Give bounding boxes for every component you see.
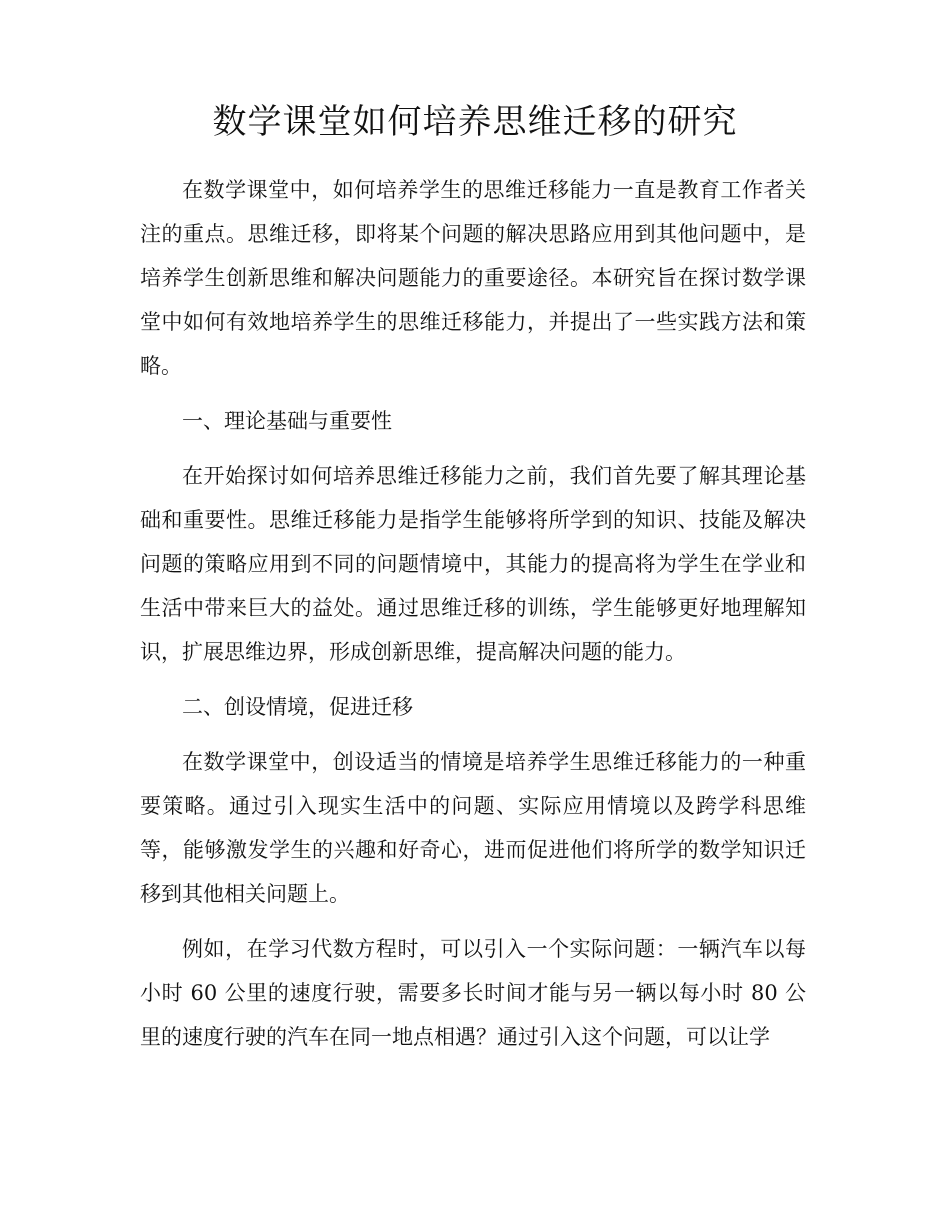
section-heading-context: 二、创设情境，促进迁移 (182, 695, 413, 719)
example-paragraph: 例如，在学习代数方程时，可以引入一个实际问题：一辆汽车以每小时 60 公里的速度行驶，需要多长时间才能与另一辆以每小时 80 公里的速度行驶的汽车在同一地点相遇？通过引入这个问题，可以让学 (140, 937, 806, 1049)
theory-paragraph: 在开始探讨如何培养思维迁移能力之前，我们首先要了解其理论基础和重要性。思维迁移能力是指学生能够将所学到的知识、技能及解决问题的策略应用到不同的问题情境中，其能力的提高将为学生在学业和生活中带来巨大的益处。通过思维迁移的训练，学生能够更好地理解知识，扩展思维边界，形成创新思维，提高解决问题的能力。 (140, 464, 806, 664)
context-paragraph: 在数学课堂中，创设适当的情境是培养学生思维迁移能力的一种重要策略。通过引入现实生活中的问题、实际应用情境以及跨学科思维等，能够激发学生的兴趣和好奇心，进而促进他们将所学的数学知识迁移到其他相关问题上。 (140, 750, 806, 906)
document-title: 数学课堂如何培养思维迁移的研究 (212, 102, 738, 142)
document-body (140, 168, 806, 1070)
intro-paragraph: 在数学课堂中，如何培养学生的思维迁移能力一直是教育工作者关注的重点。思维迁移，即将某个问题的解决思路应用到其他问题中，是培养学生创新思维和解决问题能力的重要途径。本研究旨在探讨数学课堂中如何有效地培养学生的思维迁移能力，并提出了一些实践方法和策略。 (140, 178, 806, 378)
section-heading-theory: 一、理论基础与重要性 (182, 409, 392, 433)
